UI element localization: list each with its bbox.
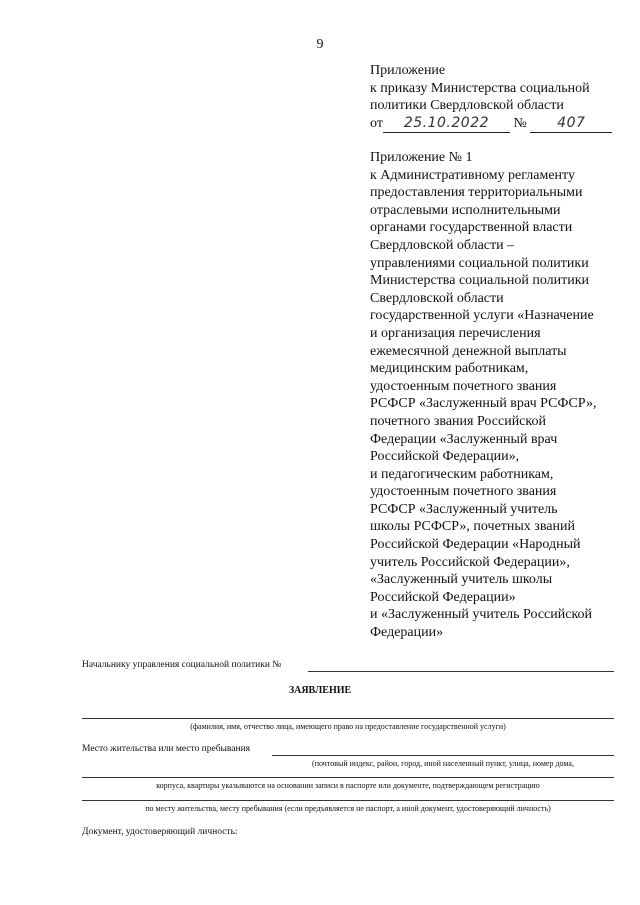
annex-line: медицинским работникам, <box>370 361 529 377</box>
header-line-3: политики Свердловской области <box>370 98 564 113</box>
annex-line: ежемесячной денежной выплаты <box>370 343 567 359</box>
residence-field[interactable] <box>272 755 614 756</box>
annex-line: и организация перечисления <box>370 325 541 341</box>
annex-line: управлениями социальной политики <box>370 255 589 271</box>
header-line-1: Приложение <box>370 63 446 78</box>
applicant-name-caption: (фамилия, имя, отчество лица, имеющего право на предоставление государственной услуги) <box>190 722 506 731</box>
annex-line: «Заслуженный учитель школы <box>370 572 553 588</box>
annex-line: учитель Российской Федерации», <box>370 554 570 570</box>
annex-line: государственной услуги «Назначение <box>370 308 594 324</box>
annex-line: предоставления территориальными <box>370 185 583 201</box>
annex-line: Свердловской области <box>370 290 504 306</box>
form-title: ЗАЯВЛЕНИЕ <box>288 685 352 696</box>
header-line-2: к приказу Министерства социальной <box>370 80 590 96</box>
annex-header <box>370 149 620 642</box>
annex-line: Российской Федерации», <box>370 449 520 465</box>
addressee-field[interactable] <box>308 671 614 672</box>
annex-line: отраслевыми исполнительными <box>370 202 561 218</box>
id-document-label: Документ, удостоверяющий личность: <box>82 827 238 837</box>
addressee-label: Начальнику управления социальной политики № <box>82 660 282 670</box>
annex-line: органами государственной власти <box>370 220 573 236</box>
annex-line: почетного звания Российской <box>370 413 546 429</box>
page-number: 9 <box>316 37 324 52</box>
annex-line: РСФСР «Заслуженный учитель <box>370 501 558 517</box>
annex-line: Министерства социальной политики <box>370 273 590 289</box>
header-date-number-row <box>370 115 620 134</box>
annex-line: Федерации «Заслуженный врач <box>370 431 558 447</box>
annex-line: Федерации» <box>370 625 444 641</box>
residence-label: Место жительства или место пребывания <box>82 744 251 754</box>
annex-line: и «Заслуженный учитель Российской <box>370 607 593 623</box>
residence-field-3[interactable] <box>82 800 614 801</box>
annex-line: удостоенным почетного звания <box>370 484 557 500</box>
annex-line: Российской Федерации «Народный <box>370 537 581 553</box>
annex-line: Приложение № 1 <box>370 150 473 165</box>
annex-line: к Административному регламенту <box>370 167 575 183</box>
annex-line: и педагогическим работникам, <box>370 466 554 482</box>
annex-line: Российской Федерации» <box>370 589 516 605</box>
annex-line: удостоенным почетного звания <box>370 378 557 394</box>
handwritten-number: 407 <box>530 115 612 134</box>
number-label: № <box>513 115 527 131</box>
residence-caption-1: (почтовый индекс, район, город, иной населенный пункт, улица, номер дома, <box>312 759 574 768</box>
order-header <box>370 62 620 133</box>
residence-field-2[interactable] <box>82 777 614 778</box>
residence-caption-3: по месту жительства, месту пребывания (если предъявляется не паспорт, а иной документ, удостоверяющий личность) <box>145 804 551 813</box>
applicant-name-field[interactable] <box>82 718 614 719</box>
handwritten-date: 25.10.2022 <box>383 115 510 134</box>
from-label: от <box>370 115 383 131</box>
annex-line: РСФСР «Заслуженный врач РСФСР», <box>370 396 597 412</box>
annex-line: школы РСФСР», почетных званий <box>370 519 575 535</box>
residence-caption-2: корпуса, квартиры указываются на основании записи в паспорте или документе, подтверждающем регистрацию <box>156 781 540 790</box>
annex-line: Свердловской области – <box>370 237 515 253</box>
